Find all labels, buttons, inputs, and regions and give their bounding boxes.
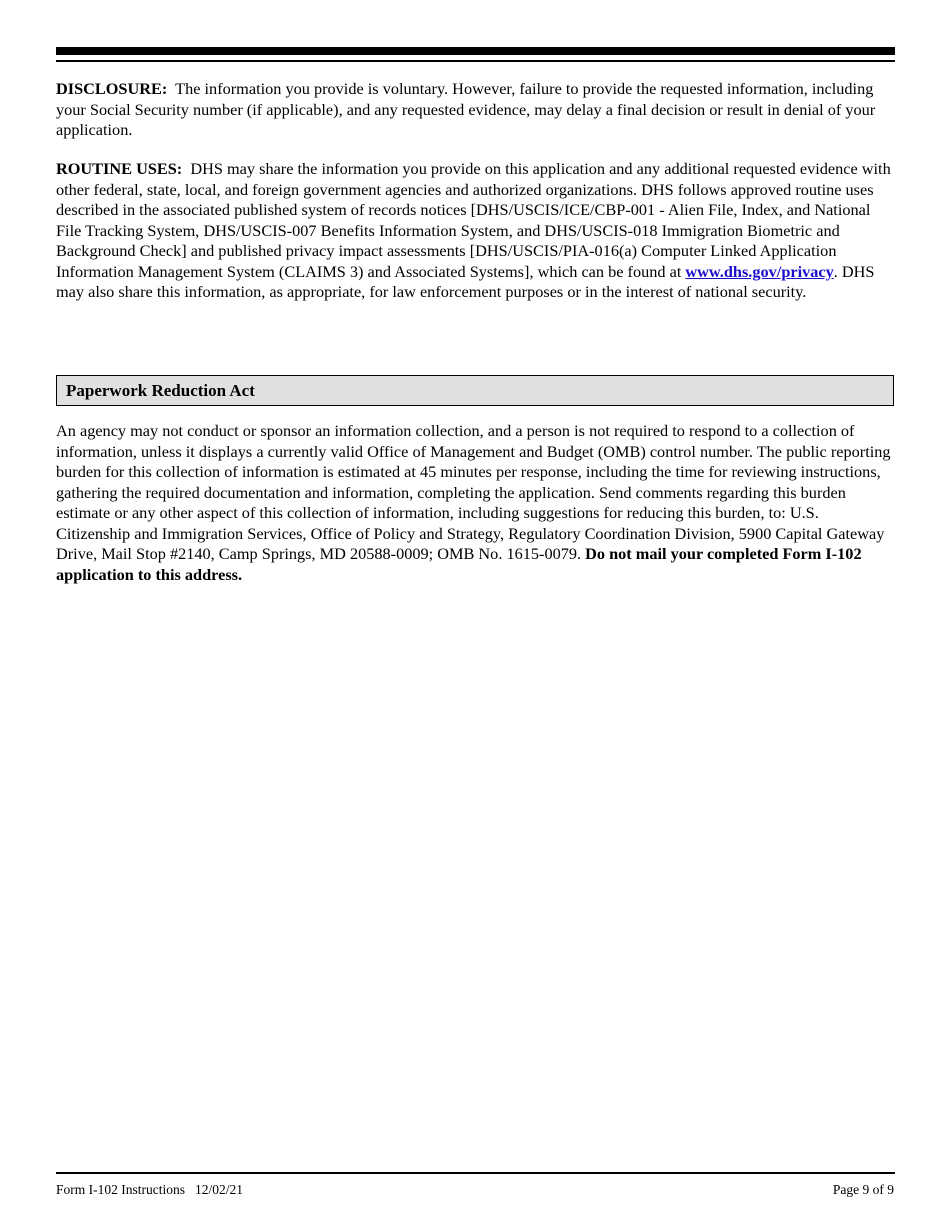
privacy-link[interactable]: www.dhs.gov/privacy [685, 261, 834, 281]
paperwork-warning: Do not mail your completed Form I-102 application to this address. [56, 544, 862, 584]
footer-page-number: Page 9 of 9 [832, 1182, 894, 1197]
footer-edition-date: 12/02/21 [195, 1182, 244, 1197]
header-thick-rule [56, 47, 895, 55]
footer-form-info [56, 1182, 243, 1198]
disclosure-text: The information you provide is voluntary. However, failure to provide the requested information, including your Social Security number (if applicable), and any requested evidence, may delay a final decision or result in denial of your application. [56, 79, 876, 139]
header-thin-rule [56, 60, 895, 62]
routine-uses-label: ROUTINE USES: [56, 159, 183, 178]
disclosure-label: DISCLOSURE: [56, 79, 168, 98]
footer-form-name: Form I-102 Instructions [56, 1182, 185, 1197]
paperwork-section-header [56, 375, 894, 406]
routine-uses-text: DHS may share the information you provide on this application and any additional requested evidence with other federal, state, local, and foreign government agencies and authorized organizations. DHS follows approved routine uses described in the associated published system of records notices [DHS/USCIS/ICE/CBP-001 - Alien File, Index, and National File Tracking System, DHS/USCIS-007 Benefits Information System, and DHS/USCIS-018 Immigration Biometric and Background Check] and published privacy impact assessments [DHS/USCIS/PIA-016(a) Computer Linked Application Information Management System (CLAIMS 3) and Associated Systems], which can be found at [56, 159, 891, 281]
paperwork-paragraph [56, 421, 896, 585]
paperwork-heading: Paperwork Reduction Act [66, 381, 255, 400]
routine-uses-text-end: . DHS may also share this information, as appropriate, for law enforcement purposes or in the interest of national security. [56, 261, 875, 301]
paperwork-text: An agency may not conduct or sponsor an information collection, and a person is not required to respond to a collection of information, unless it displays a currently valid Office of Management and Budget (OMB) control number. The public reporting burden for this collection of information is estimated at 45 minutes per response, including the time for reviewing instructions, gathering the required documentation and information, completing the application. Send comments regarding this burden estimate or any other aspect of this collection of information, including suggestions for reducing this burden, to: U.S. Citizenship and Immigration Services, Office of Policy and Strategy, Regulatory Coordination Division, 5900 Capital Gateway Drive, Mail Stop #2140, Camp Springs, MD 20588-0009; OMB No. 1615-0079. [56, 421, 891, 563]
disclosure-paragraph [56, 79, 896, 141]
footer-rule [56, 1172, 895, 1174]
routine-uses-paragraph [56, 159, 896, 303]
